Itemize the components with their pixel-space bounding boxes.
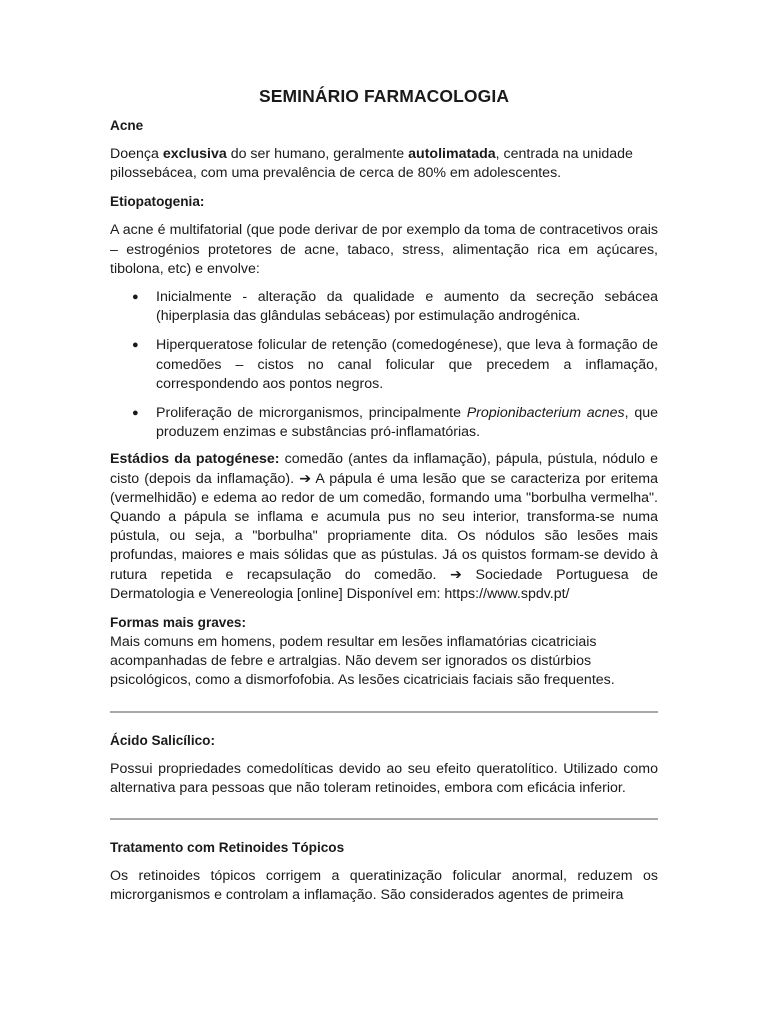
etiopatogenia-heading: Etiopatogenia: [110, 194, 205, 210]
list-item-text: Hiperqueratose folicular de retenção (comedogénese), que leva à formação de comedões – cistos no canal folicular que precedem a inflamação, correspondendo aos pontos negros. [156, 337, 658, 392]
list-item-italic: Propionibacterium acnes [466, 405, 625, 422]
acne-paragraph [110, 145, 658, 183]
retinoides-heading: Tratamento com Retinoides Tópicos [110, 840, 345, 856]
estadios-text: comedão (antes da inflamação), pápula, pústula, nódulo e cisto (depois da inflamação). ➔ A pápula é uma lesão que se caracteriza por eritema (vermelhidão) e edema ao redor de um comedão, formando uma "borbulha vermelha". Quando a pápula se inflama e acumula pus no seu interior, transforma-se numa pústula, ou seja, a "borbulha" propriamente dita. Os nódulos são lesões mais profundas, maiores e mais sólidas que as pústulas. Já os quistos formam-se devido à rutura repetida e recapsulação do comedão. ➔ Sociedade Portuguesa de Dermatologia e Venereologia [online] Disponível em: https://www.spdv.pt/ [110, 451, 659, 602]
document-content [110, 86, 658, 905]
estadios-paragraph [110, 450, 658, 604]
bullet-icon: ● [132, 407, 139, 420]
list-item-text: Inicialmente - alteração da qualidade e aumento da secreção sebácea (hiperplasia das glândulas sebáceas) por estimulação androgénica. [156, 289, 658, 325]
acido-paragraph: Possui propriedades comedolíticas devido ao seu efeito queratolítico. Utilizado como alternativa para pessoas que não toleram retinoides, embora com eficácia inferior. [110, 760, 658, 796]
page-title: SEMINÁRIO FARMACOLOGIA [258, 86, 510, 106]
acne-text-1: Doença [110, 146, 163, 162]
list-item [110, 336, 658, 394]
section-divider [110, 818, 658, 820]
formas-heading: Formas mais graves: [110, 615, 247, 631]
acne-heading: Acne [110, 118, 144, 133]
bullet-icon: ● [132, 339, 139, 352]
estadios-label: Estádios da patogénese: [110, 451, 280, 468]
etiopatogenia-list [110, 288, 658, 442]
acne-text-3: , centrada na unidade pilossebácea, com uma prevalência de cerca de 80% em adolescentes. [110, 146, 633, 182]
retinoides-paragraph: Os retinoides tópicos corrigem a queratinização folicular anormal, reduzem os microrganismos e controlam a inflamação. São considerados agentes de primeira [110, 868, 658, 904]
section-divider [110, 711, 658, 713]
formas-paragraph: Mais comuns em homens, podem resultar em lesões inflamatórias cicatriciais acompanhadas de febre e artralgias. Não devem ser ignorados os distúrbios psicológicos, como a dismorfofobia. As lesões cicatriciais faciais são frequentes. [110, 634, 615, 689]
etiopatogenia-intro: A acne é multifatorial (que pode derivar de por exemplo da toma de contracetivos orais – estrogénios protetores de acne, tabaco, stress, alimentação rica em açúcares, tibolona, etc) e envolve: [110, 222, 658, 277]
bullet-icon: ● [132, 291, 139, 304]
list-item-text-b: , que produzem enzimas e substâncias pró-inflamatórias. [156, 405, 658, 441]
acne-bold-exclusiva: exclusiva [162, 146, 227, 162]
acne-text-2: do ser humano, geralmente [226, 146, 409, 162]
acne-bold-autolimatada: autolimatada [408, 146, 496, 162]
list-item [110, 404, 658, 442]
list-item [110, 288, 658, 326]
acido-heading: Ácido Salicílico: [110, 732, 215, 748]
list-item-text-a: Proliferação de microrganismos, principalmente [156, 405, 467, 422]
